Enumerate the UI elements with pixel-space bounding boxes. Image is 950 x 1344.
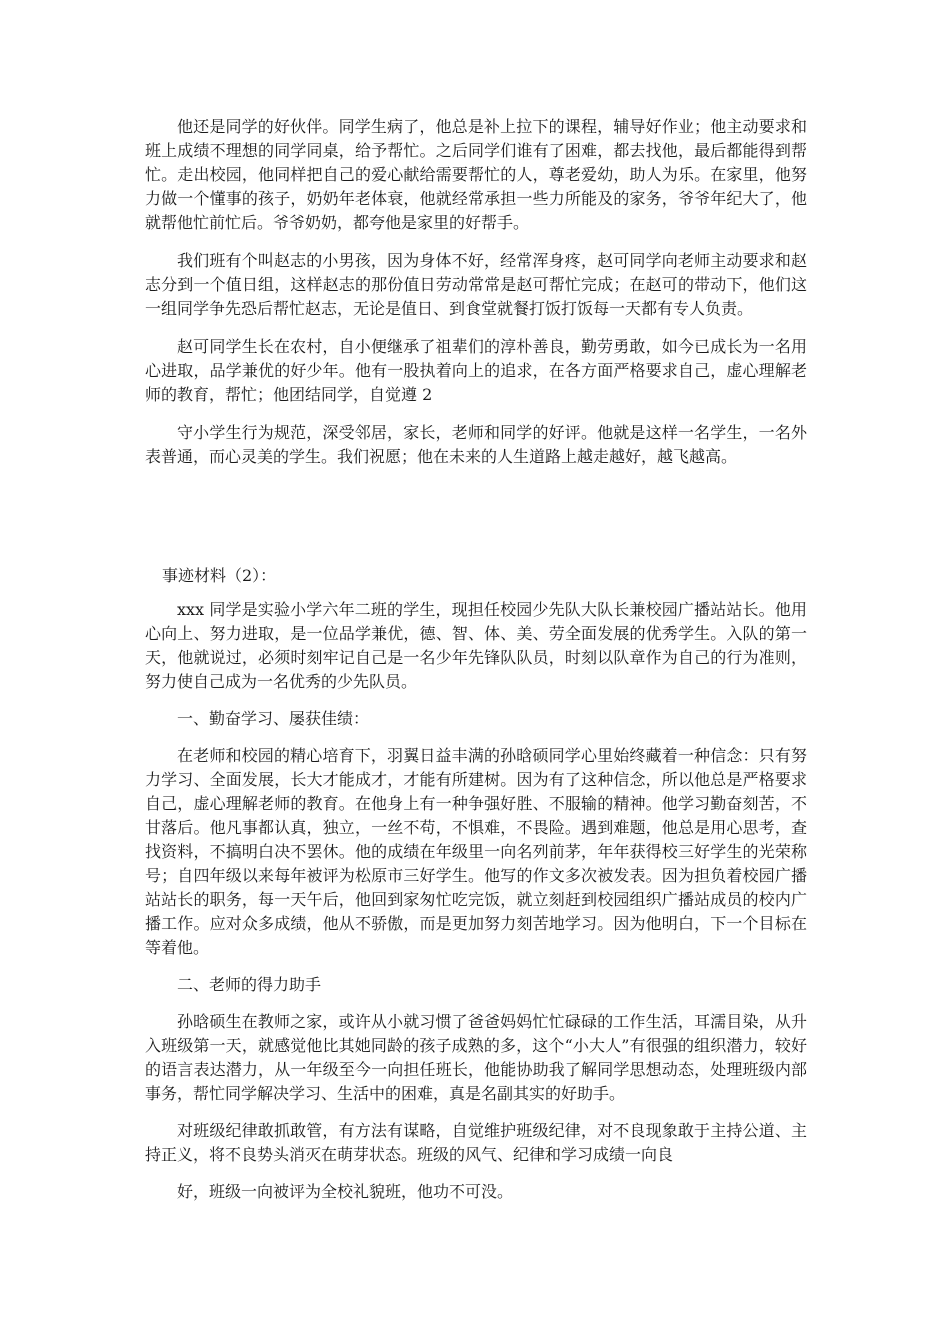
paragraph: 我们班有个叫赵志的小男孩，因为身体不好，经常浑身疼，赵可同学向老师主动要求和赵志分到一个值日组，这样赵志的那份值日劳动常常是赵可帮忙完成；在赵可的带动下，他们这一组同学争先恐后帮忙赵志，无论是值日、到食堂就餐打饭打饭每一天都有专人负责。 [145, 251, 807, 318]
paragraph: 好，班级一向被评为全校礼貌班，他功不可没。 [177, 1182, 514, 1201]
paragraph: 孙晗硕生在教师之家，或许从小就习惯了爸爸妈妈忙忙碌碌的工作生活，耳濡目染，从升入班级第一天，就感觉他比其她同龄的孩子成熟的多，这个“小大人”有很强的组织潜力，较好的语言表达潜力，从一年级至今一向担任班长，他能协助我了解同学思想动态，处理班级内部事务，帮忙同学解决学习、生活中的困难，真是名副其实的好助手。 [145, 1012, 807, 1103]
paragraph: 他还是同学的好伙伴。同学生病了，他总是补上拉下的课程，辅导好作业；他主动要求和班上成绩不理想的同学同桌，给予帮忙。之后同学们谁有了困难，都去找他，最后都能得到帮忙。走出校园，他同样把自己的爱心献给需要帮忙的人，尊老爱幼，助人为乐。在家里，他努力做一个懂事的孩子，奶奶年老体衰，他就经常承担一些力所能及的家务，爷爷年纪大了，他就帮他忙前忙后。爷爷奶奶，都夸他是家里的好帮手。 [145, 117, 807, 232]
paragraph: 守小学生行为规范，深受邻居，家长，老师和同学的好评。他就是这样一名学生，一名外表普通，而心灵美的学生。我们祝愿；他在未来的人生道路上越走越好，越飞越高。 [145, 423, 807, 466]
paragraph: 对班级纪律敢抓敢管，有方法有谋略，自觉维护班级纪律，对不良现象敢于主持公道、主持正义，将不良势头消灭在萌芽状态。班级的风气、纪律和学习成绩一向良 [145, 1121, 807, 1164]
section-2-heading: 事迹材料（2）： [162, 566, 277, 585]
subheading: 二、老师的得力助手 [177, 975, 322, 994]
paragraph: xxx 同学是实验小学六年二班的学生，现担任校园少先队大队长兼校园广播站站长。他用心向上、努力进取，是一位品学兼优，德、智、体、美、劳全面发展的优秀学生。入队的第一天，他就说过，必须时刻牢记自己是一名少年先锋队队员，时刻以队章作为自己的行为准则，努力使自己成为一名优秀的少先队员。 [145, 600, 807, 691]
section-2-body [145, 598, 807, 1204]
paragraph: 在老师和校园的精心培育下，羽翼日益丰满的孙晗硕同学心里始终藏着一种信念：只有努力学习、全面发展，长大才能成才，才能有所建树。因为有了这种信念，所以他总是严格要求自己，虚心理解老师的教育。在他身上有一种争强好胜、不服输的精神。他学习勤奋刻苦，不甘落后。他凡事都认真，独立，一丝不苟，不惧难，不畏险。遇到难题，他总是用心思考，查找资料，不搞明白决不罢休。他的成绩在年级里一向名列前茅，年年获得校三好学生的光荣称号；自四年级以来每年被评为松原市三好学生。他写的作文多次被发表。因为担负着校园广播站站长的职务，每一天午后，他回到家匆忙吃完饭，就立刻赶到校园组织广播站成员的校内广播工作。应对众多成绩，他从不骄傲，而是更加努力刻苦地学习。因为他明白，下一个目标在等着他。 [145, 746, 807, 957]
subheading: 一、勤奋学习、屡获佳绩： [177, 709, 370, 728]
section-1-body [145, 115, 807, 469]
paragraph: 赵可同学生长在农村，自小便继承了祖辈们的淳朴善良，勤劳勇敢，如今已成长为一名用心进取，品学兼优的好少年。他有一股执着向上的追求，在各方面严格要求自己，虚心理解老师的教育，帮忙；他团结同学，自觉遵 2 [145, 337, 807, 404]
